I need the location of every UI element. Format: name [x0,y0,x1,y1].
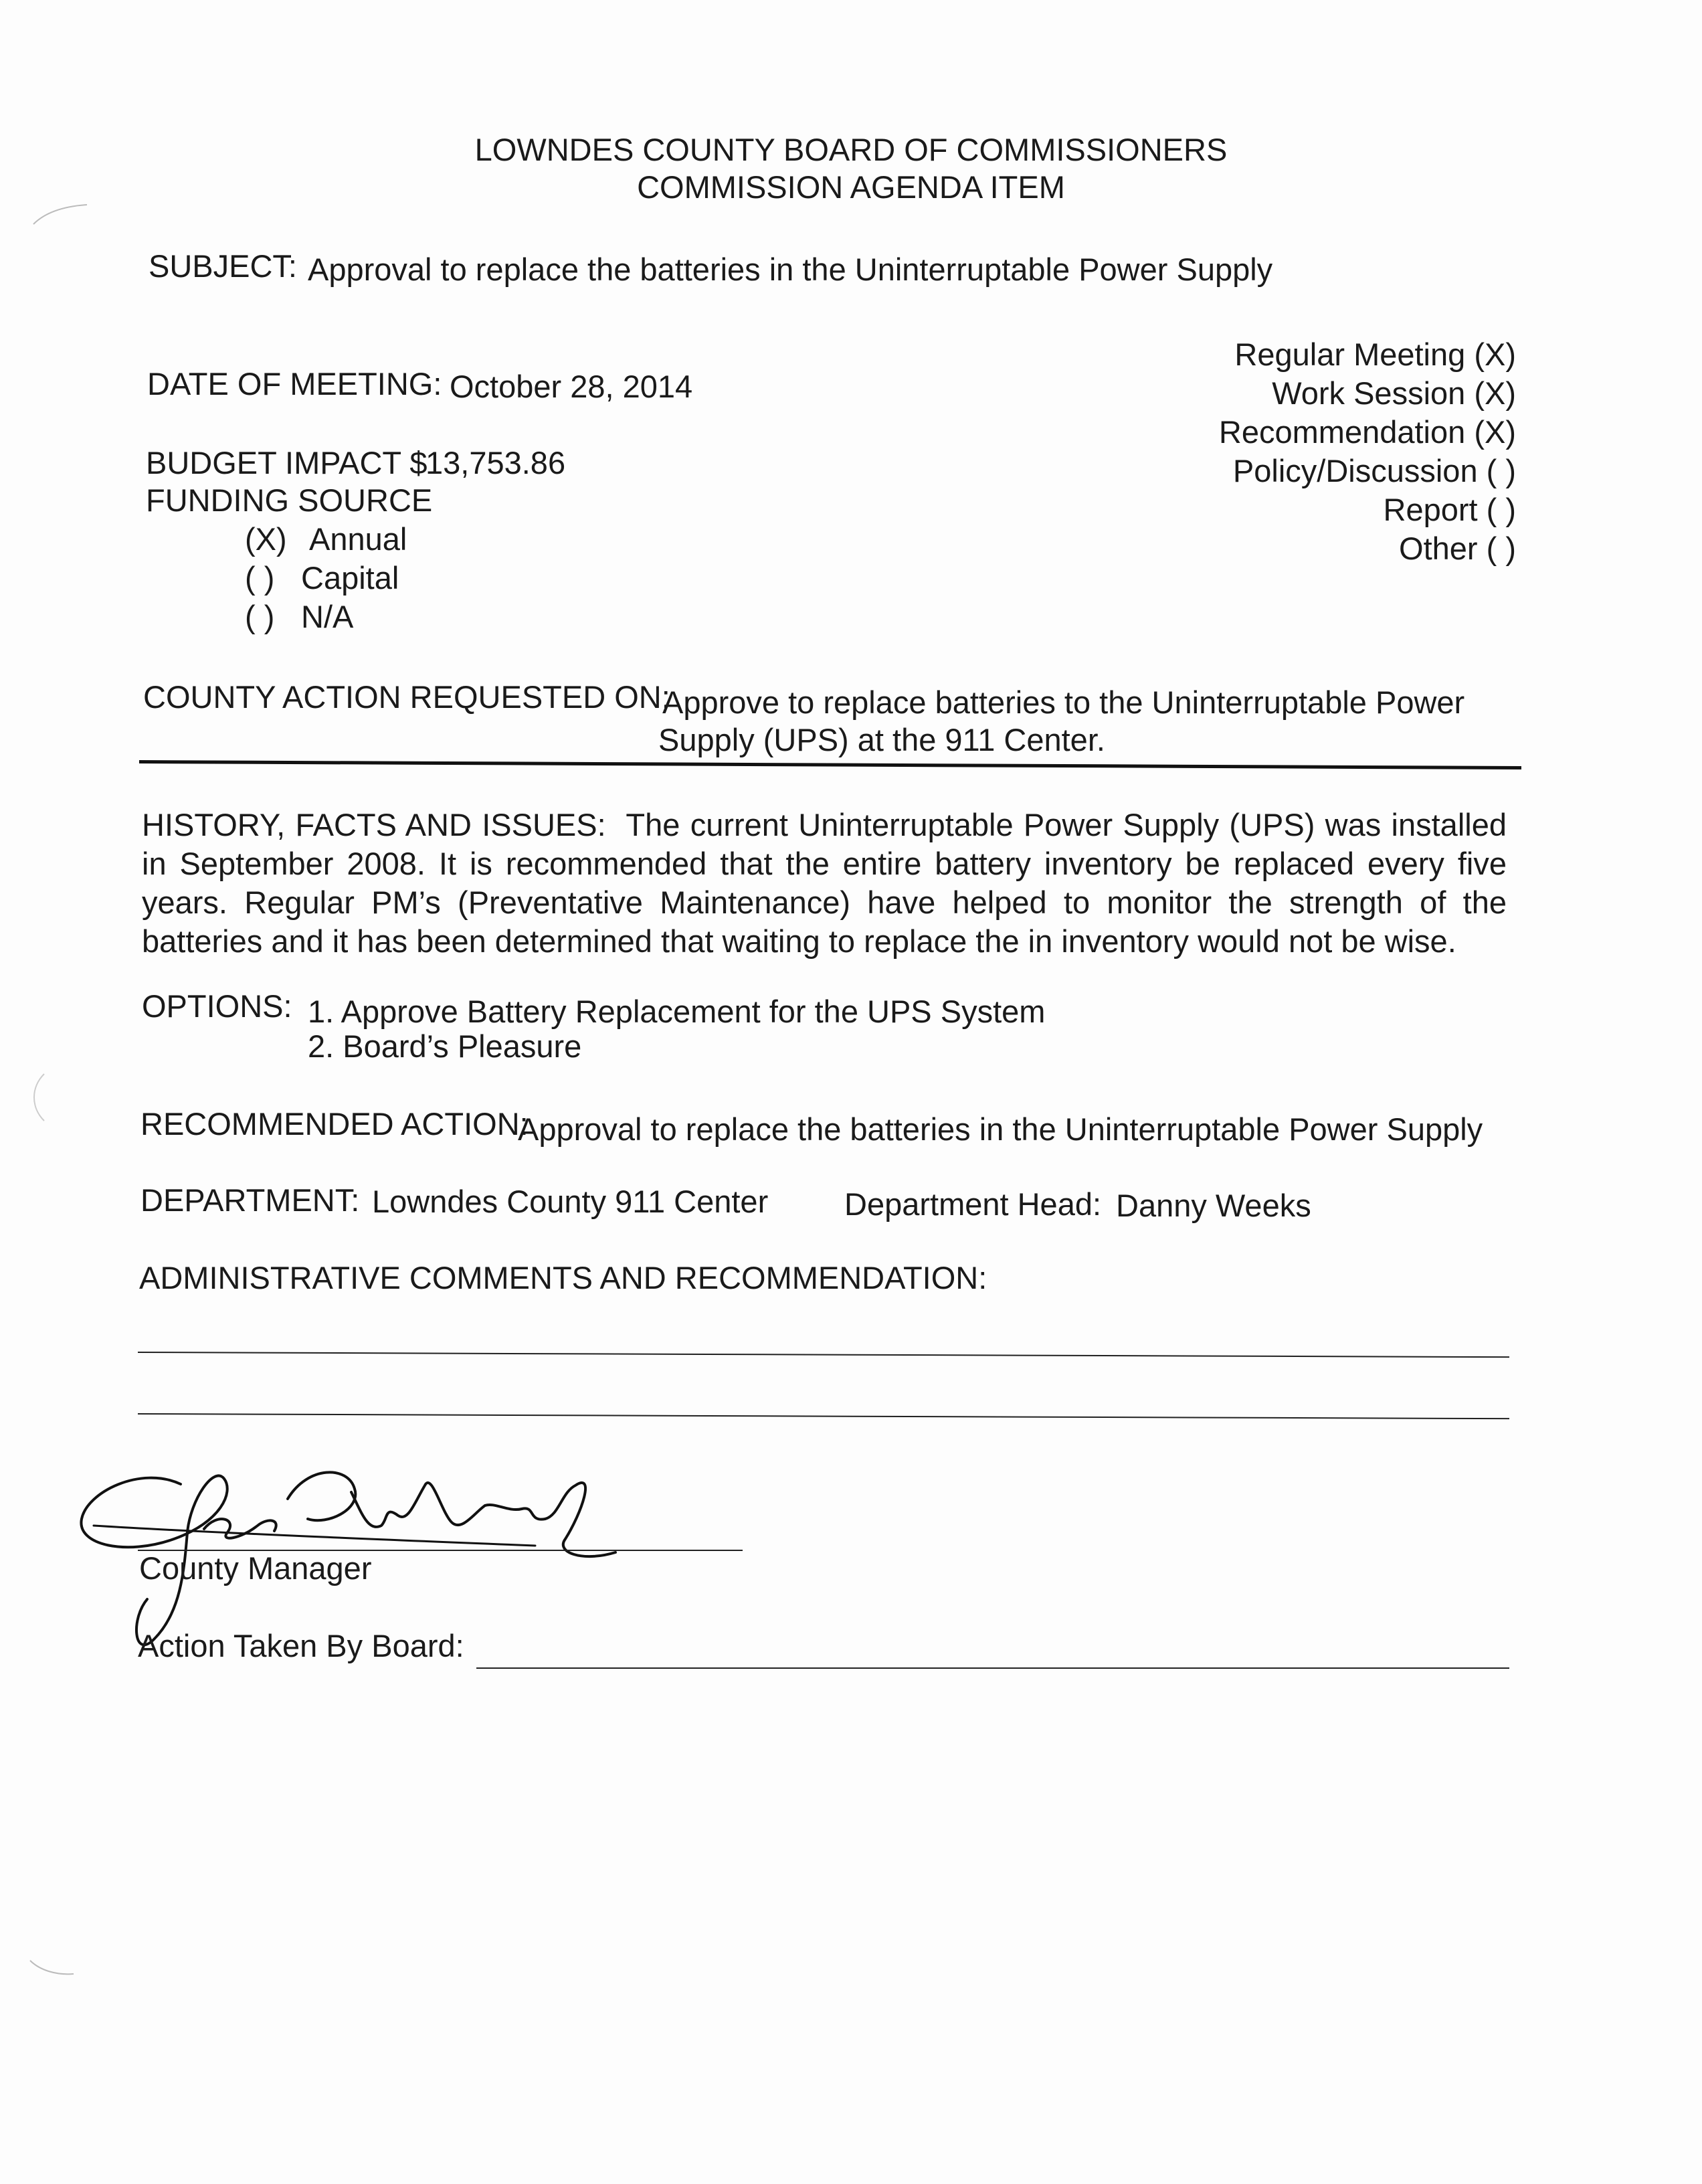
funding-option-na: N/A [301,599,354,634]
admin-comments-line [138,1413,1509,1419]
funding-option-annual: Annual [309,521,407,557]
meeting-type-policy-discussion: Policy/Discussion ( ) [1232,453,1516,488]
department-head-label: Department Head: [844,1186,1102,1222]
scan-artifact [24,1071,51,1124]
section-divider [139,760,1521,769]
meeting-type-work-session: Work Session (X) [1272,375,1516,411]
admin-comments-line [138,1352,1509,1358]
meeting-type-recommendation: Recommendation (X) [1218,414,1516,450]
meeting-type-report: Report ( ) [1383,492,1516,527]
history-text: The current Uninterruptable Power Supply (UPS) was installed in September 2008. It is recommended that the entire battery inventory be replaced every five years. Regular PM’s (Preventative Maintenance) have helped to monitor the strength of the batteries and it has been determined that waiting to replace the in inventory would not be wise. [142,807,1507,959]
header-title: LOWNDES COUNTY BOARD OF COMMISSIONERS [474,132,1228,167]
subject-value: Approval to replace the batteries in the Uninterruptable Power Supply [308,252,1273,287]
department-label: DEPARTMENT: [140,1182,360,1218]
budget-impact-value: 13,753.86 [426,445,566,480]
scan-artifact [27,201,94,227]
county-action-line2: Supply (UPS) at the 911 Center. [658,722,1105,757]
county-action-line1: Approve to replace batteries to the Uninterruptable Power [662,685,1465,720]
funding-option-mark: ( ) [245,599,275,634]
board-action-label: Action Taken By Board: [138,1628,464,1663]
scan-artifact [27,1954,80,1981]
meeting-date-value: October 28, 2014 [450,369,693,404]
admin-comments-label: ADMINISTRATIVE COMMENTS AND RECOMMENDATION: [139,1260,987,1295]
option-item-2: 2. Board’s Pleasure [308,1028,582,1064]
funding-option-mark: ( ) [245,560,275,596]
recommended-action-label: RECOMMENDED ACTION: [140,1106,529,1142]
meeting-type-other: Other ( ) [1399,531,1516,566]
funding-source-label: FUNDING SOURCE [146,482,433,518]
board-action-line [476,1667,1509,1669]
funding-option-capital: Capital [301,560,399,596]
meeting-type-regular: Regular Meeting (X) [1234,337,1516,372]
options-label: OPTIONS: [142,988,292,1024]
header-subtitle: COMMISSION AGENDA ITEM [637,169,1065,205]
recommended-action-value: Approval to replace the batteries in the Uninterruptable Power Supply [518,1111,1483,1147]
signature-role: County Manager [139,1550,372,1586]
funding-option-mark: (X) [245,521,287,557]
budget-impact-label: BUDGET IMPACT $ [146,445,428,480]
history-label: HISTORY, FACTS AND ISSUES: [142,807,606,842]
meeting-date-label: DATE OF MEETING: [147,366,442,401]
history-paragraph [142,806,1507,961]
department-value: Lowndes County 911 Center [372,1184,769,1219]
option-item-1: 1. Approve Battery Replacement for the UPS System [308,994,1046,1029]
county-action-label: COUNTY ACTION REQUESTED ON: [143,679,670,715]
subject-label: SUBJECT: [149,248,297,284]
department-head-value: Danny Weeks [1116,1188,1311,1223]
